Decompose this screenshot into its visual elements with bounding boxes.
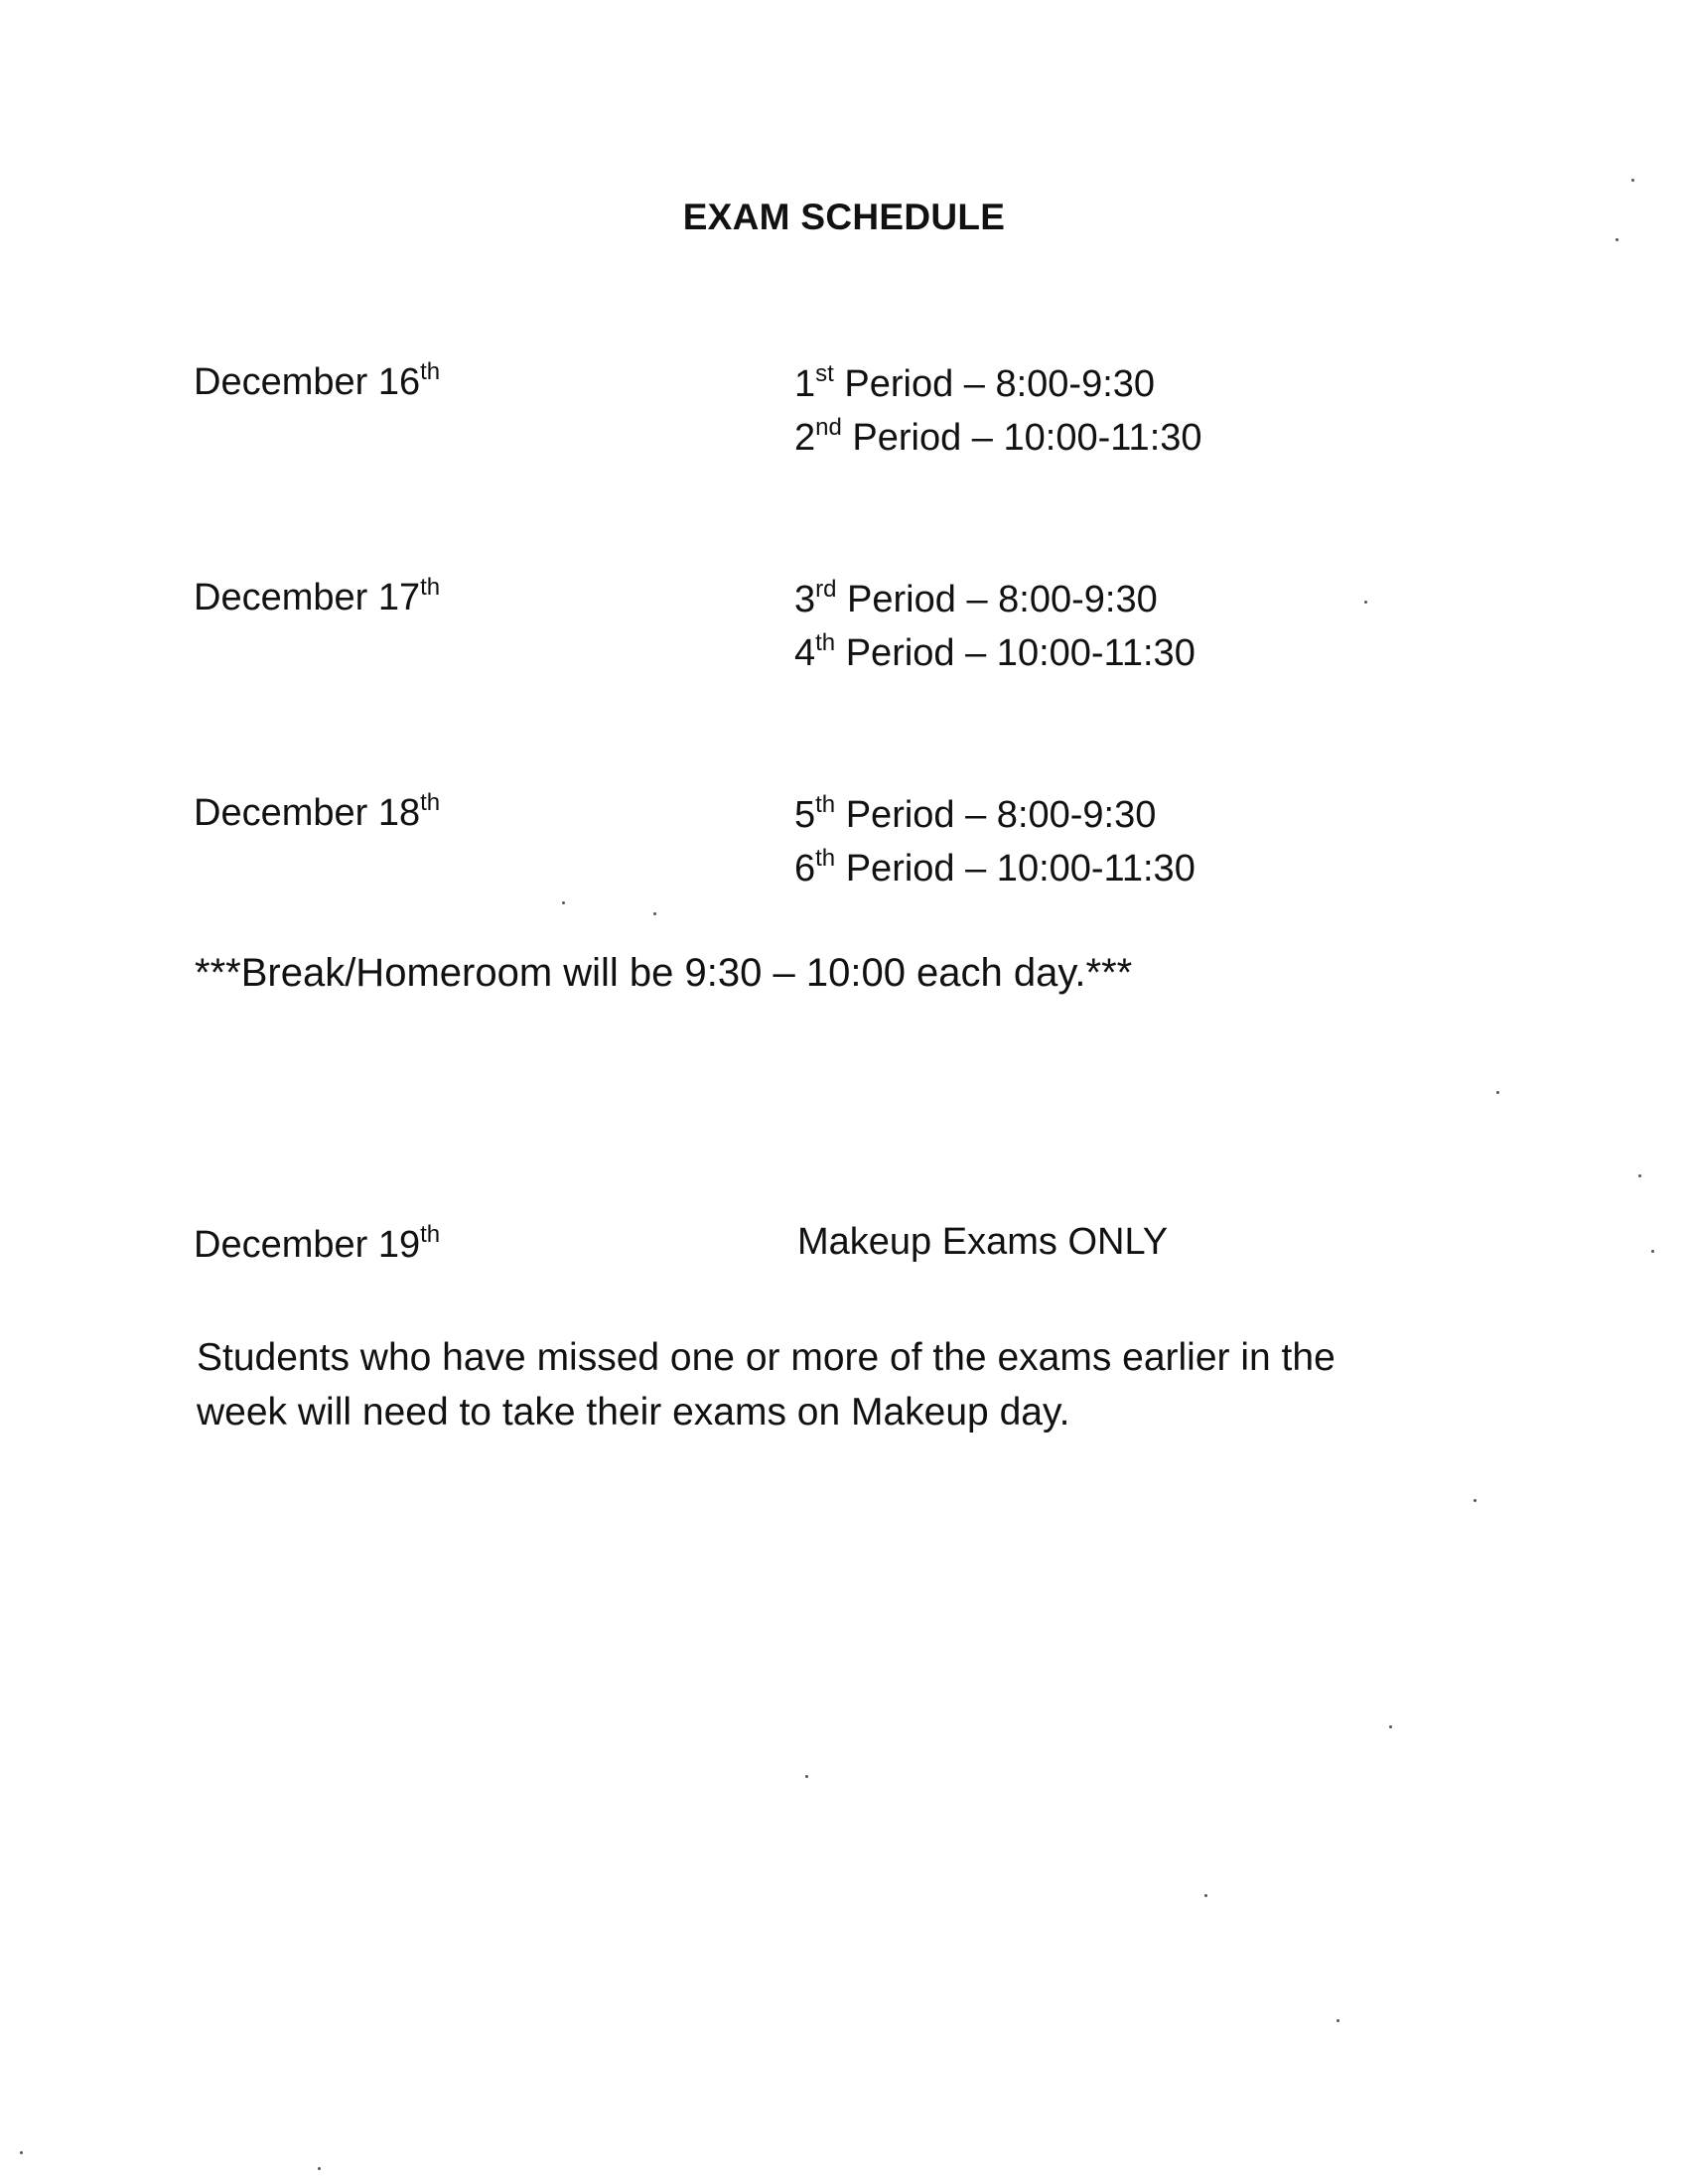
makeup-note-line-1: Students who have missed one or more of the exams earlier in the	[197, 1336, 1336, 1379]
period-number: 5	[794, 794, 816, 836]
date-december-19	[194, 1221, 441, 1267]
date-december-18	[194, 789, 441, 835]
period-list-december-18	[794, 788, 1196, 895]
date-suffix: th	[420, 789, 441, 816]
date-text: December 16	[194, 361, 421, 403]
period-suffix: th	[815, 845, 836, 872]
makeup-label: Makeup Exams ONLY	[797, 1221, 1169, 1263]
period-6-line	[794, 842, 1196, 895]
period-time: Period – 8:00-9:30	[835, 794, 1157, 836]
period-suffix: nd	[815, 414, 842, 441]
makeup-note-line-2: week will need to take their exams on Makeup day.	[197, 1391, 1070, 1433]
period-5-line	[794, 788, 1196, 842]
period-suffix: th	[815, 791, 836, 818]
date-december-16	[194, 358, 441, 404]
period-time: Period – 8:00-9:30	[836, 579, 1158, 620]
makeup-note	[197, 1330, 1487, 1439]
period-list-december-17	[794, 573, 1196, 680]
period-number: 6	[794, 848, 816, 889]
period-time: Period – 10:00-11:30	[835, 848, 1196, 889]
period-time: Period – 10:00-11:30	[841, 417, 1202, 459]
period-list-december-16	[794, 357, 1202, 465]
date-suffix: th	[420, 574, 441, 601]
period-time: Period – 10:00-11:30	[835, 632, 1196, 674]
period-number: 4	[794, 632, 816, 674]
period-3-line	[794, 573, 1196, 626]
period-4-line	[794, 626, 1196, 680]
date-text: December 17	[194, 577, 421, 618]
period-number: 1	[794, 363, 816, 405]
page-title: EXAM SCHEDULE	[682, 197, 1006, 237]
date-suffix: th	[420, 358, 441, 385]
period-1-line	[794, 357, 1202, 411]
date-suffix: th	[420, 1221, 441, 1248]
period-suffix: st	[815, 360, 834, 387]
period-number: 3	[794, 579, 816, 620]
period-2-line	[794, 411, 1202, 465]
date-text: December 18	[194, 792, 421, 834]
date-text: December 19	[194, 1224, 421, 1266]
period-number: 2	[794, 417, 816, 459]
break-note: ***Break/Homeroom will be 9:30 – 10:00 each day.***	[195, 951, 1133, 995]
period-suffix: th	[815, 629, 836, 656]
period-suffix: rd	[815, 576, 837, 603]
period-time: Period – 8:00-9:30	[833, 363, 1156, 405]
date-december-17	[194, 574, 441, 619]
